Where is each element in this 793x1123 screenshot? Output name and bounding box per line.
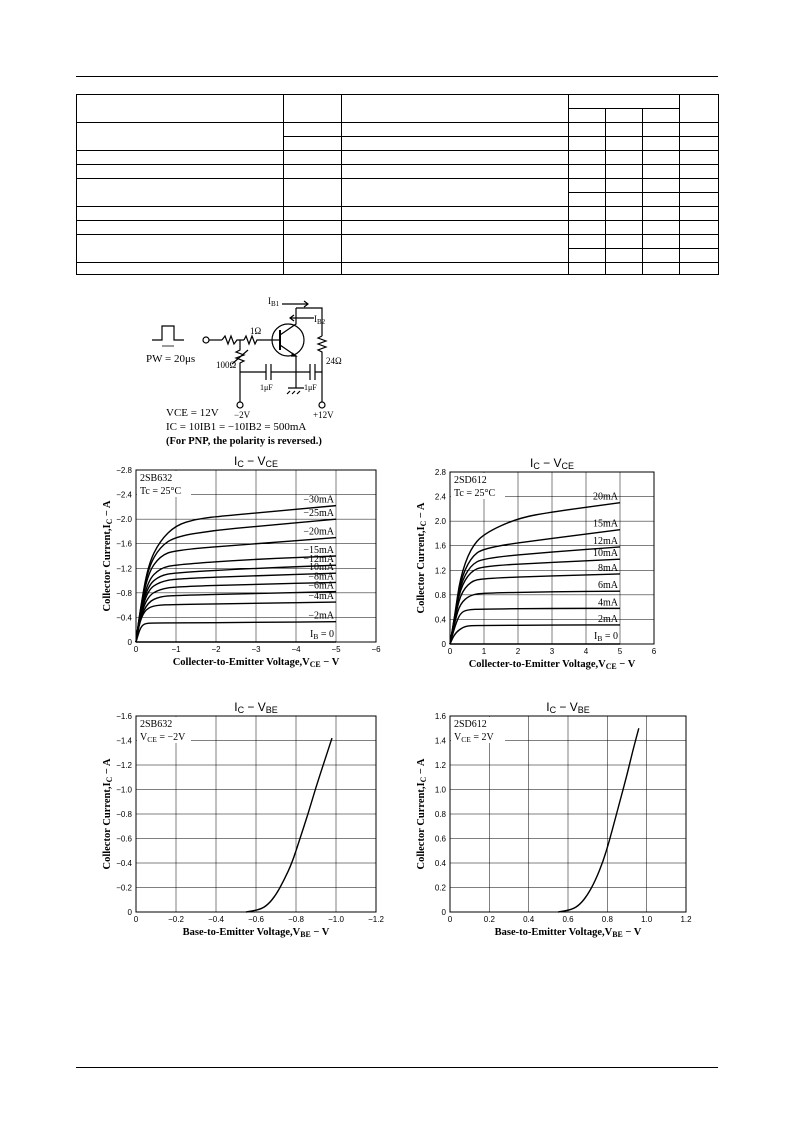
series-label: 15mA (593, 518, 618, 530)
load-resistor-icon (318, 336, 326, 372)
series-line (246, 738, 332, 912)
y-tick-label: −0.8 (116, 588, 132, 598)
y-tick-label: −1.2 (116, 564, 132, 574)
chart-title: IC − VCE (529, 456, 575, 471)
y-tick-label: −0.8 (116, 810, 132, 819)
x-tick-label: 2 (515, 647, 521, 656)
y-tick-label: 0 (441, 640, 446, 649)
condition-vce: VCE = 12V (166, 407, 219, 419)
x-tick-label: −1.2 (368, 915, 384, 924)
device-label: 2SB632 (140, 719, 173, 730)
y-tick-label: 1.0 (434, 785, 446, 795)
y-tick-label: −1.6 (116, 712, 132, 721)
ib2-label: $I_{B2}$ (314, 314, 326, 326)
y-tick-label: −1.6 (116, 539, 132, 549)
y-tick-label: −1.2 (116, 761, 132, 770)
y-tick-label: −1.0 (116, 785, 132, 795)
x-tick-label: 1 (481, 647, 487, 656)
chart-svg (408, 702, 708, 948)
series-label: −8mA (308, 571, 334, 583)
table-row (77, 95, 719, 109)
y-tick-label: 0 (441, 908, 446, 917)
x-tick-label: 4 (583, 647, 589, 656)
y-tick-label: 1.6 (434, 541, 446, 551)
y-tick-label: 0.2 (434, 883, 446, 893)
table-row (77, 179, 719, 193)
y-tick-label: −2.0 (116, 515, 132, 525)
neg-supply-label: −2V (234, 410, 251, 420)
condition-label: Tc = 25°C (140, 486, 182, 497)
condition-pnp-note: (For PNP, the polarity is reversed.) (166, 436, 322, 447)
x-tick-label: 0.8 (601, 915, 613, 924)
capacitor-2-label: 1μF (304, 383, 317, 392)
y-tick-label: 0 (127, 638, 132, 647)
x-tick-label: 5 (617, 647, 623, 656)
chart-svg (408, 452, 708, 702)
series-label: 20mA (593, 491, 618, 503)
y-tick-label: 0 (127, 908, 132, 917)
table-row (77, 151, 719, 165)
series-label: −2mA (308, 610, 334, 622)
x-tick-label: 0.4 (523, 915, 535, 924)
series-line (450, 547, 620, 644)
y-tick-label: −0.4 (116, 613, 132, 623)
series-label: 2mA (598, 613, 618, 625)
chart-svg (96, 702, 396, 948)
y-axis-label: Collector Current,IC − A (102, 758, 114, 870)
x-tick-label: −1.0 (328, 915, 344, 924)
chart-ic-vce-2sb632 (96, 452, 396, 702)
y-tick-label: 0.8 (434, 590, 446, 600)
condition-label: Tc = 25°C (454, 488, 496, 499)
pulse-width-label: PW = 20μs (146, 353, 196, 365)
y-tick-label: −2.4 (116, 490, 132, 500)
specification-table (76, 94, 719, 275)
x-axis-label: Collecter-to-Emitter Voltage,VCE − V (468, 659, 636, 671)
x-tick-label: 0.6 (562, 915, 574, 924)
table-row (77, 263, 719, 275)
ib1-label: $I_{B1}$ (268, 296, 280, 308)
series-resistor-label: 1Ω (250, 326, 262, 336)
series-line (136, 582, 336, 642)
chart-ic-vbe-2sd612 (408, 702, 708, 948)
series-label: 6mA (598, 580, 618, 592)
ground-icon (287, 388, 304, 394)
y-tick-label: 1.2 (434, 566, 446, 576)
device-label: 2SD612 (454, 475, 487, 486)
load-resistor-label: 24Ω (326, 356, 342, 366)
capacitor-1-label: 1μF (260, 383, 273, 392)
y-axis-label: Collector Current,IC − A (416, 502, 428, 614)
y-tick-label: 0.8 (434, 810, 446, 819)
x-tick-label: −0.6 (248, 915, 264, 924)
y-tick-label: −1.4 (116, 736, 132, 746)
chart-title: IC − VCE (233, 454, 279, 469)
table-row (77, 123, 719, 137)
x-axis-label: Base-to-Emitter Voltage,VBE − V (494, 927, 642, 939)
y-tick-label: 1.2 (434, 761, 446, 770)
series-label: −30mA (303, 494, 334, 506)
input-terminal-icon (203, 337, 209, 343)
bottom-rule (76, 1067, 718, 1068)
y-tick-label: −2.8 (116, 466, 132, 475)
y-tick-label: −0.2 (116, 883, 132, 893)
y-tick-label: 1.4 (434, 736, 446, 746)
series-label: $I_B = 0$ (310, 629, 334, 641)
x-tick-label: 1.2 (680, 915, 692, 924)
series-label: $I_B = 0$ (594, 631, 618, 643)
chart-ic-vbe-2sb632 (96, 702, 396, 948)
pos-supply-label: +12V (313, 410, 334, 420)
neg-supply-terminal-icon (237, 402, 243, 408)
pos-supply-terminal-icon (319, 402, 325, 408)
series-label: −4mA (308, 591, 334, 603)
x-tick-label: 0 (133, 645, 139, 654)
pulse-icon (152, 326, 184, 340)
top-rule (76, 76, 718, 77)
series-label: 10mA (593, 548, 618, 560)
device-label: 2SD612 (454, 719, 487, 730)
x-tick-label: −0.4 (208, 915, 224, 924)
test-circuit (140, 292, 400, 452)
series-label: −25mA (303, 508, 334, 520)
series-label: −12mA (303, 554, 334, 566)
y-axis-label: Collector Current,IC − A (416, 758, 428, 870)
y-tick-label: −0.6 (116, 834, 132, 844)
capacitor-2-icon (310, 364, 315, 380)
y-axis-label: Collector Current,IC − A (102, 500, 114, 612)
x-tick-label: 0 (133, 915, 139, 924)
y-tick-label: 2.0 (434, 517, 446, 527)
series-line (136, 622, 336, 642)
chart-title: IC − VBE (234, 702, 278, 715)
table-row (77, 221, 719, 235)
y-tick-label: 0.6 (434, 834, 446, 844)
base-resistor-icon (222, 336, 244, 344)
condition-label: $V_{CE} = -2V$ (140, 732, 186, 744)
condition-label: $V_{CE} = 2V$ (454, 732, 494, 744)
x-tick-label: −2 (211, 645, 221, 654)
x-tick-label: −0.2 (168, 915, 184, 924)
series-label: −6mA (308, 580, 334, 592)
x-axis-label: Collecter-to-Emitter Voltage,VCE − V (172, 657, 340, 669)
series-label: 8mA (598, 562, 618, 574)
x-tick-label: 1.0 (641, 915, 653, 924)
x-tick-label: −5 (331, 645, 341, 654)
y-tick-label: 1.6 (434, 712, 446, 721)
x-tick-label: 3 (549, 647, 555, 656)
condition-ic: IC = 10IB1 = −10IB2 = 500mA (166, 421, 307, 433)
capacitor-1-icon (266, 364, 271, 380)
x-tick-label: −3 (251, 645, 261, 654)
chart-title: IC − VBE (546, 702, 590, 715)
x-tick-label: 0.2 (483, 915, 495, 924)
device-label: 2SB632 (140, 473, 173, 484)
y-tick-label: 0.4 (434, 859, 446, 868)
series-resistor-icon (244, 336, 272, 344)
base-resistor-label: 100Ω (216, 360, 237, 370)
series-line (558, 728, 639, 912)
series-label: −15mA (303, 545, 334, 556)
series-label: −20mA (303, 526, 334, 538)
chart-svg (96, 452, 396, 702)
circuit-diagram (140, 292, 400, 452)
y-tick-label: −0.4 (116, 859, 132, 868)
x-tick-label: −6 (371, 645, 381, 654)
x-tick-label: 6 (651, 647, 657, 656)
series-label: 12mA (593, 535, 618, 547)
chart-ic-vce-2sd612 (408, 452, 708, 702)
y-tick-label: 2.4 (434, 492, 446, 502)
series-label: −10mA (303, 562, 334, 574)
x-tick-label: −0.8 (288, 915, 304, 924)
series-line (136, 592, 336, 642)
table-row (77, 165, 719, 179)
y-tick-label: 2.8 (434, 468, 446, 477)
y-tick-label: 0.4 (434, 615, 446, 625)
x-tick-label: −1 (171, 645, 181, 654)
x-tick-label: 0 (447, 647, 453, 656)
x-tick-label: −4 (291, 645, 301, 654)
x-tick-label: 0 (447, 915, 453, 924)
table-row (77, 235, 719, 249)
table-row (77, 207, 719, 221)
x-axis-label: Base-to-Emitter Voltage,VBE − V (182, 927, 330, 939)
series-label: 4mA (598, 597, 618, 609)
